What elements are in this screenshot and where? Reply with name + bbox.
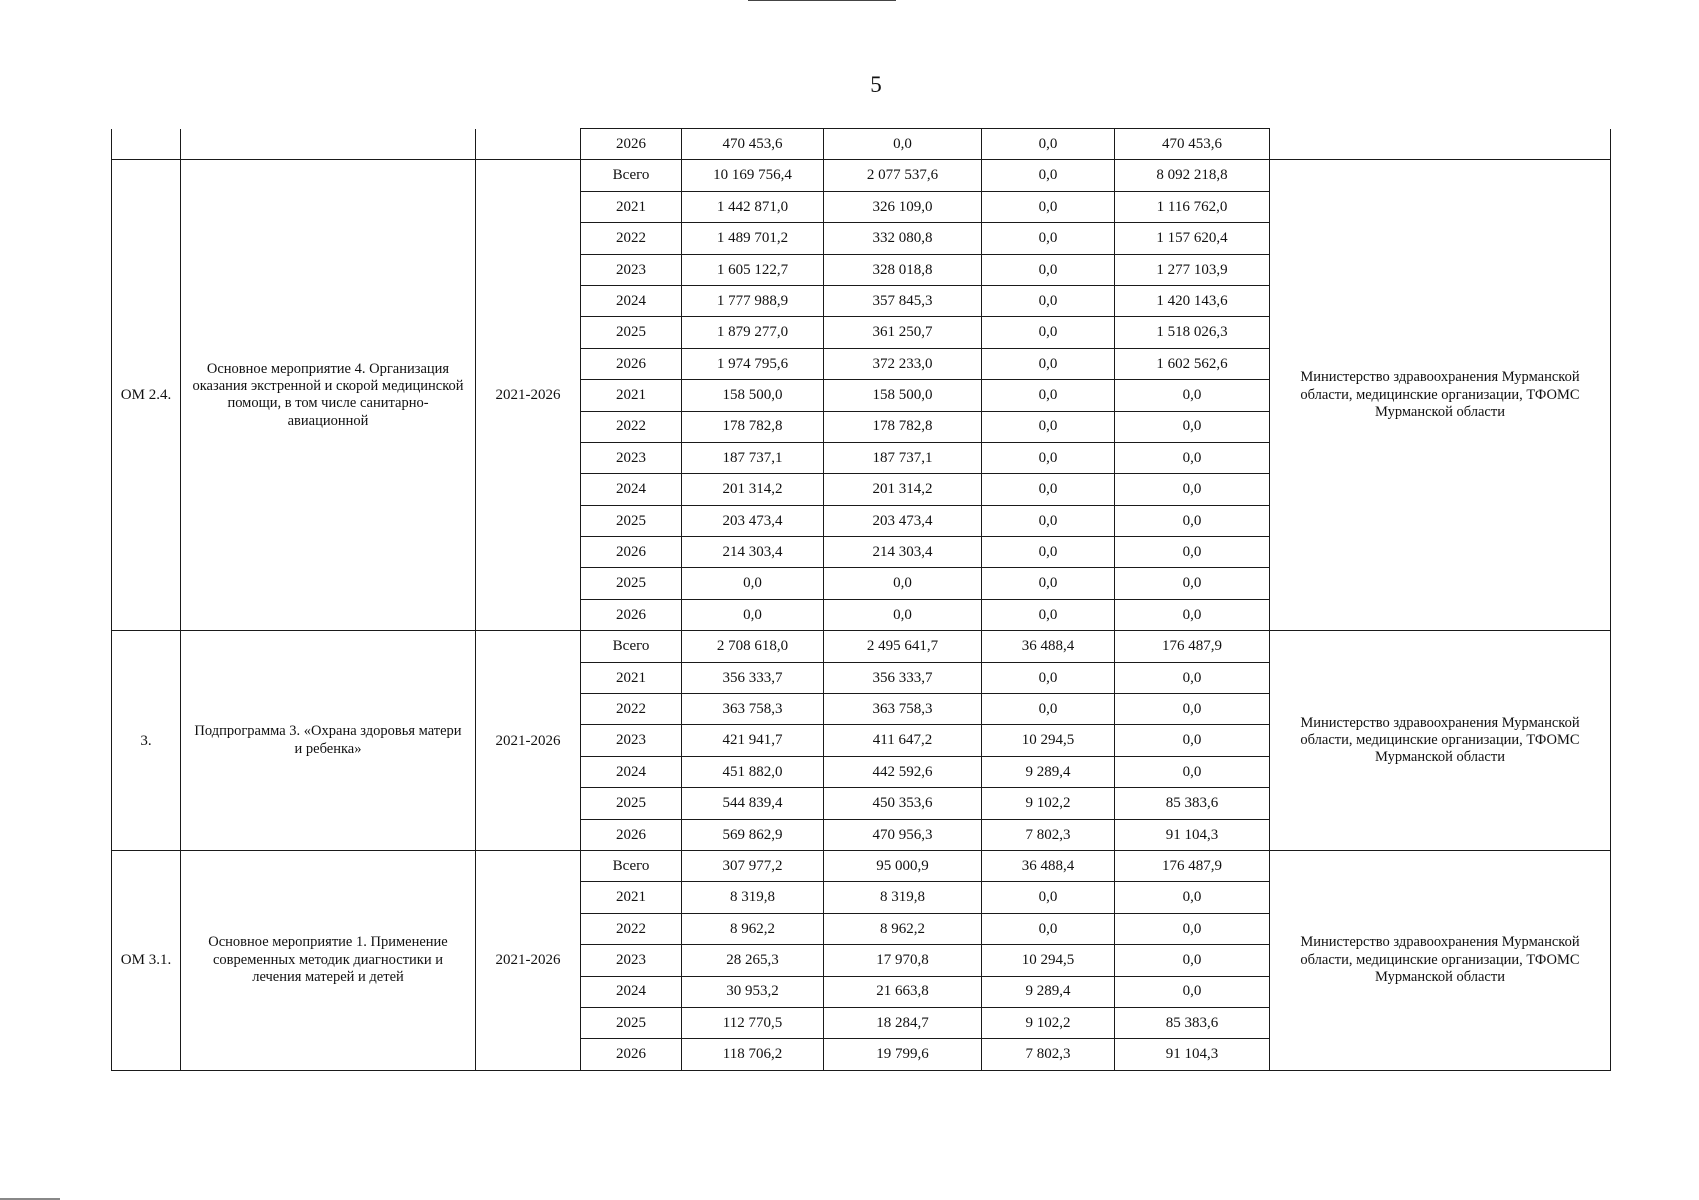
total-cell: 1 974 795,6 (682, 348, 824, 379)
year-cell: 2021 (581, 662, 682, 693)
table-row (112, 850, 1611, 881)
fund-cell: 0,0 (1115, 442, 1270, 473)
financing-table (111, 128, 1611, 1071)
fund-cell: 176 487,9 (1115, 850, 1270, 881)
year-cell: 2026 (581, 1039, 682, 1070)
total-cell: 2 708 618,0 (682, 631, 824, 662)
total-cell: 10 169 756,4 (682, 160, 824, 191)
total-cell: 363 758,3 (682, 694, 824, 725)
item-code: ОМ 3.1. (112, 850, 181, 1070)
federal-cell: 0,0 (982, 599, 1115, 630)
federal-cell: 0,0 (982, 223, 1115, 254)
total-cell: 0,0 (682, 568, 824, 599)
federal-cell: 10 294,5 (982, 725, 1115, 756)
fund-cell: 0,0 (1115, 913, 1270, 944)
item-code (112, 129, 181, 160)
budget-cell: 372 233,0 (824, 348, 982, 379)
item-period: 2021-2026 (476, 631, 581, 851)
fund-cell: 0,0 (1115, 568, 1270, 599)
federal-cell: 0,0 (982, 537, 1115, 568)
budget-cell: 8 962,2 (824, 913, 982, 944)
fund-cell: 85 383,6 (1115, 788, 1270, 819)
budget-cell: 332 080,8 (824, 223, 982, 254)
federal-cell: 36 488,4 (982, 631, 1115, 662)
year-cell: 2023 (581, 945, 682, 976)
budget-cell: 214 303,4 (824, 537, 982, 568)
year-cell: Всего (581, 850, 682, 881)
table-body (112, 129, 1611, 1071)
fund-cell: 85 383,6 (1115, 1007, 1270, 1038)
federal-cell: 0,0 (982, 380, 1115, 411)
fund-cell: 1 116 762,0 (1115, 191, 1270, 222)
year-cell: Всего (581, 631, 682, 662)
federal-cell: 9 289,4 (982, 976, 1115, 1007)
total-cell: 1 777 988,9 (682, 285, 824, 316)
budget-cell: 21 663,8 (824, 976, 982, 1007)
fund-cell: 0,0 (1115, 756, 1270, 787)
budget-cell: 201 314,2 (824, 474, 982, 505)
item-code: 3. (112, 631, 181, 851)
federal-cell: 0,0 (982, 348, 1115, 379)
federal-cell: 10 294,5 (982, 945, 1115, 976)
year-cell: 2023 (581, 254, 682, 285)
total-cell: 1 605 122,7 (682, 254, 824, 285)
item-name: Основное мероприятие 4. Организация оказания экстренной и скорой медицинской помощи, в том числе санитарно-авиационной (181, 160, 476, 631)
federal-cell: 0,0 (982, 882, 1115, 913)
item-period: 2021-2026 (476, 160, 581, 631)
budget-cell: 18 284,7 (824, 1007, 982, 1038)
total-cell: 203 473,4 (682, 505, 824, 536)
budget-cell: 328 018,8 (824, 254, 982, 285)
total-cell: 0,0 (682, 599, 824, 630)
fund-cell: 0,0 (1115, 537, 1270, 568)
year-cell: 2021 (581, 380, 682, 411)
budget-cell: 187 737,1 (824, 442, 982, 473)
total-cell: 421 941,7 (682, 725, 824, 756)
budget-cell: 356 333,7 (824, 662, 982, 693)
year-cell: 2026 (581, 537, 682, 568)
table-row (112, 631, 1611, 662)
federal-cell: 0,0 (982, 254, 1115, 285)
total-cell: 30 953,2 (682, 976, 824, 1007)
budget-cell: 8 319,8 (824, 882, 982, 913)
fund-cell: 1 420 143,6 (1115, 285, 1270, 316)
item-executor: Министерство здравоохранения Мурманской области, медицинские организации, ТФОМС Мурманской области (1270, 850, 1611, 1070)
total-cell: 8 319,8 (682, 882, 824, 913)
item-executor: Министерство здравоохранения Мурманской области, медицинские организации, ТФОМС Мурманской области (1270, 631, 1611, 851)
item-period (476, 129, 581, 160)
total-cell: 158 500,0 (682, 380, 824, 411)
fund-cell: 0,0 (1115, 945, 1270, 976)
fund-cell: 1 602 562,6 (1115, 348, 1270, 379)
year-cell: 2025 (581, 317, 682, 348)
fund-cell: 0,0 (1115, 725, 1270, 756)
total-cell: 1 879 277,0 (682, 317, 824, 348)
total-cell: 569 862,9 (682, 819, 824, 850)
year-cell: 2022 (581, 411, 682, 442)
year-cell: Всего (581, 160, 682, 191)
budget-cell: 178 782,8 (824, 411, 982, 442)
fund-cell: 470 453,6 (1115, 129, 1270, 160)
table-row (112, 129, 1611, 160)
budget-cell: 2 077 537,6 (824, 160, 982, 191)
total-cell: 118 706,2 (682, 1039, 824, 1070)
total-cell: 1 442 871,0 (682, 191, 824, 222)
fund-cell: 8 092 218,8 (1115, 160, 1270, 191)
year-cell: 2026 (581, 599, 682, 630)
total-cell: 187 737,1 (682, 442, 824, 473)
budget-cell: 0,0 (824, 599, 982, 630)
fund-cell: 0,0 (1115, 976, 1270, 1007)
federal-cell: 0,0 (982, 442, 1115, 473)
total-cell: 1 489 701,2 (682, 223, 824, 254)
fund-cell: 176 487,9 (1115, 631, 1270, 662)
federal-cell: 7 802,3 (982, 1039, 1115, 1070)
budget-cell: 95 000,9 (824, 850, 982, 881)
fund-cell: 1 277 103,9 (1115, 254, 1270, 285)
item-name: Подпрограмма 3. «Охрана здоровья матери и ребенка» (181, 631, 476, 851)
year-cell: 2024 (581, 474, 682, 505)
year-cell: 2023 (581, 442, 682, 473)
fund-cell: 91 104,3 (1115, 1039, 1270, 1070)
fund-cell: 0,0 (1115, 882, 1270, 913)
federal-cell: 0,0 (982, 129, 1115, 160)
federal-cell: 9 102,2 (982, 1007, 1115, 1038)
budget-cell: 442 592,6 (824, 756, 982, 787)
year-cell: 2025 (581, 1007, 682, 1038)
year-cell: 2024 (581, 756, 682, 787)
budget-cell: 326 109,0 (824, 191, 982, 222)
total-cell: 178 782,8 (682, 411, 824, 442)
federal-cell: 0,0 (982, 191, 1115, 222)
budget-cell: 2 495 641,7 (824, 631, 982, 662)
budget-cell: 363 758,3 (824, 694, 982, 725)
budget-cell: 203 473,4 (824, 505, 982, 536)
year-cell: 2022 (581, 913, 682, 944)
budget-cell: 357 845,3 (824, 285, 982, 316)
year-cell: 2023 (581, 725, 682, 756)
fund-cell: 0,0 (1115, 411, 1270, 442)
budget-cell: 450 353,6 (824, 788, 982, 819)
federal-cell: 0,0 (982, 317, 1115, 348)
fund-cell: 0,0 (1115, 474, 1270, 505)
total-cell: 28 265,3 (682, 945, 824, 976)
federal-cell: 0,0 (982, 694, 1115, 725)
year-cell: 2021 (581, 882, 682, 913)
total-cell: 307 977,2 (682, 850, 824, 881)
total-cell: 214 303,4 (682, 537, 824, 568)
year-cell: 2025 (581, 788, 682, 819)
year-cell: 2022 (581, 694, 682, 725)
year-cell: 2025 (581, 505, 682, 536)
fund-cell: 0,0 (1115, 505, 1270, 536)
fund-cell: 0,0 (1115, 662, 1270, 693)
top-rule (748, 0, 896, 1)
federal-cell: 0,0 (982, 913, 1115, 944)
item-period: 2021-2026 (476, 850, 581, 1070)
federal-cell: 0,0 (982, 160, 1115, 191)
year-cell: 2024 (581, 976, 682, 1007)
table-row (112, 160, 1611, 191)
federal-cell: 9 102,2 (982, 788, 1115, 819)
fund-cell: 0,0 (1115, 380, 1270, 411)
total-cell: 8 962,2 (682, 913, 824, 944)
year-cell: 2022 (581, 223, 682, 254)
total-cell: 544 839,4 (682, 788, 824, 819)
fund-cell: 1 157 620,4 (1115, 223, 1270, 254)
fund-cell: 0,0 (1115, 599, 1270, 630)
year-cell: 2024 (581, 285, 682, 316)
budget-cell: 19 799,6 (824, 1039, 982, 1070)
fund-cell: 1 518 026,3 (1115, 317, 1270, 348)
year-cell: 2025 (581, 568, 682, 599)
budget-cell: 361 250,7 (824, 317, 982, 348)
year-cell: 2026 (581, 819, 682, 850)
fund-cell: 0,0 (1115, 694, 1270, 725)
budget-cell: 0,0 (824, 568, 982, 599)
total-cell: 356 333,7 (682, 662, 824, 693)
item-code: ОМ 2.4. (112, 160, 181, 631)
item-executor: Министерство здравоохранения Мурманской области, медицинские организации, ТФОМС Мурманской области (1270, 160, 1611, 631)
year-cell: 2021 (581, 191, 682, 222)
federal-cell: 0,0 (982, 662, 1115, 693)
budget-cell: 0,0 (824, 129, 982, 160)
total-cell: 470 453,6 (682, 129, 824, 160)
item-name: Основное мероприятие 1. Применение современных методик диагностики и лечения матерей и детей (181, 850, 476, 1070)
item-name (181, 129, 476, 160)
federal-cell: 0,0 (982, 568, 1115, 599)
page-number: 5 (870, 72, 882, 97)
federal-cell: 0,0 (982, 285, 1115, 316)
budget-cell: 17 970,8 (824, 945, 982, 976)
fund-cell: 91 104,3 (1115, 819, 1270, 850)
federal-cell: 0,0 (982, 474, 1115, 505)
federal-cell: 0,0 (982, 411, 1115, 442)
total-cell: 112 770,5 (682, 1007, 824, 1038)
federal-cell: 7 802,3 (982, 819, 1115, 850)
budget-cell: 470 956,3 (824, 819, 982, 850)
federal-cell: 36 488,4 (982, 850, 1115, 881)
federal-cell: 9 289,4 (982, 756, 1115, 787)
year-cell: 2026 (581, 129, 682, 160)
budget-cell: 158 500,0 (824, 380, 982, 411)
item-executor (1270, 129, 1611, 160)
year-cell: 2026 (581, 348, 682, 379)
total-cell: 201 314,2 (682, 474, 824, 505)
total-cell: 451 882,0 (682, 756, 824, 787)
federal-cell: 0,0 (982, 505, 1115, 536)
budget-cell: 411 647,2 (824, 725, 982, 756)
